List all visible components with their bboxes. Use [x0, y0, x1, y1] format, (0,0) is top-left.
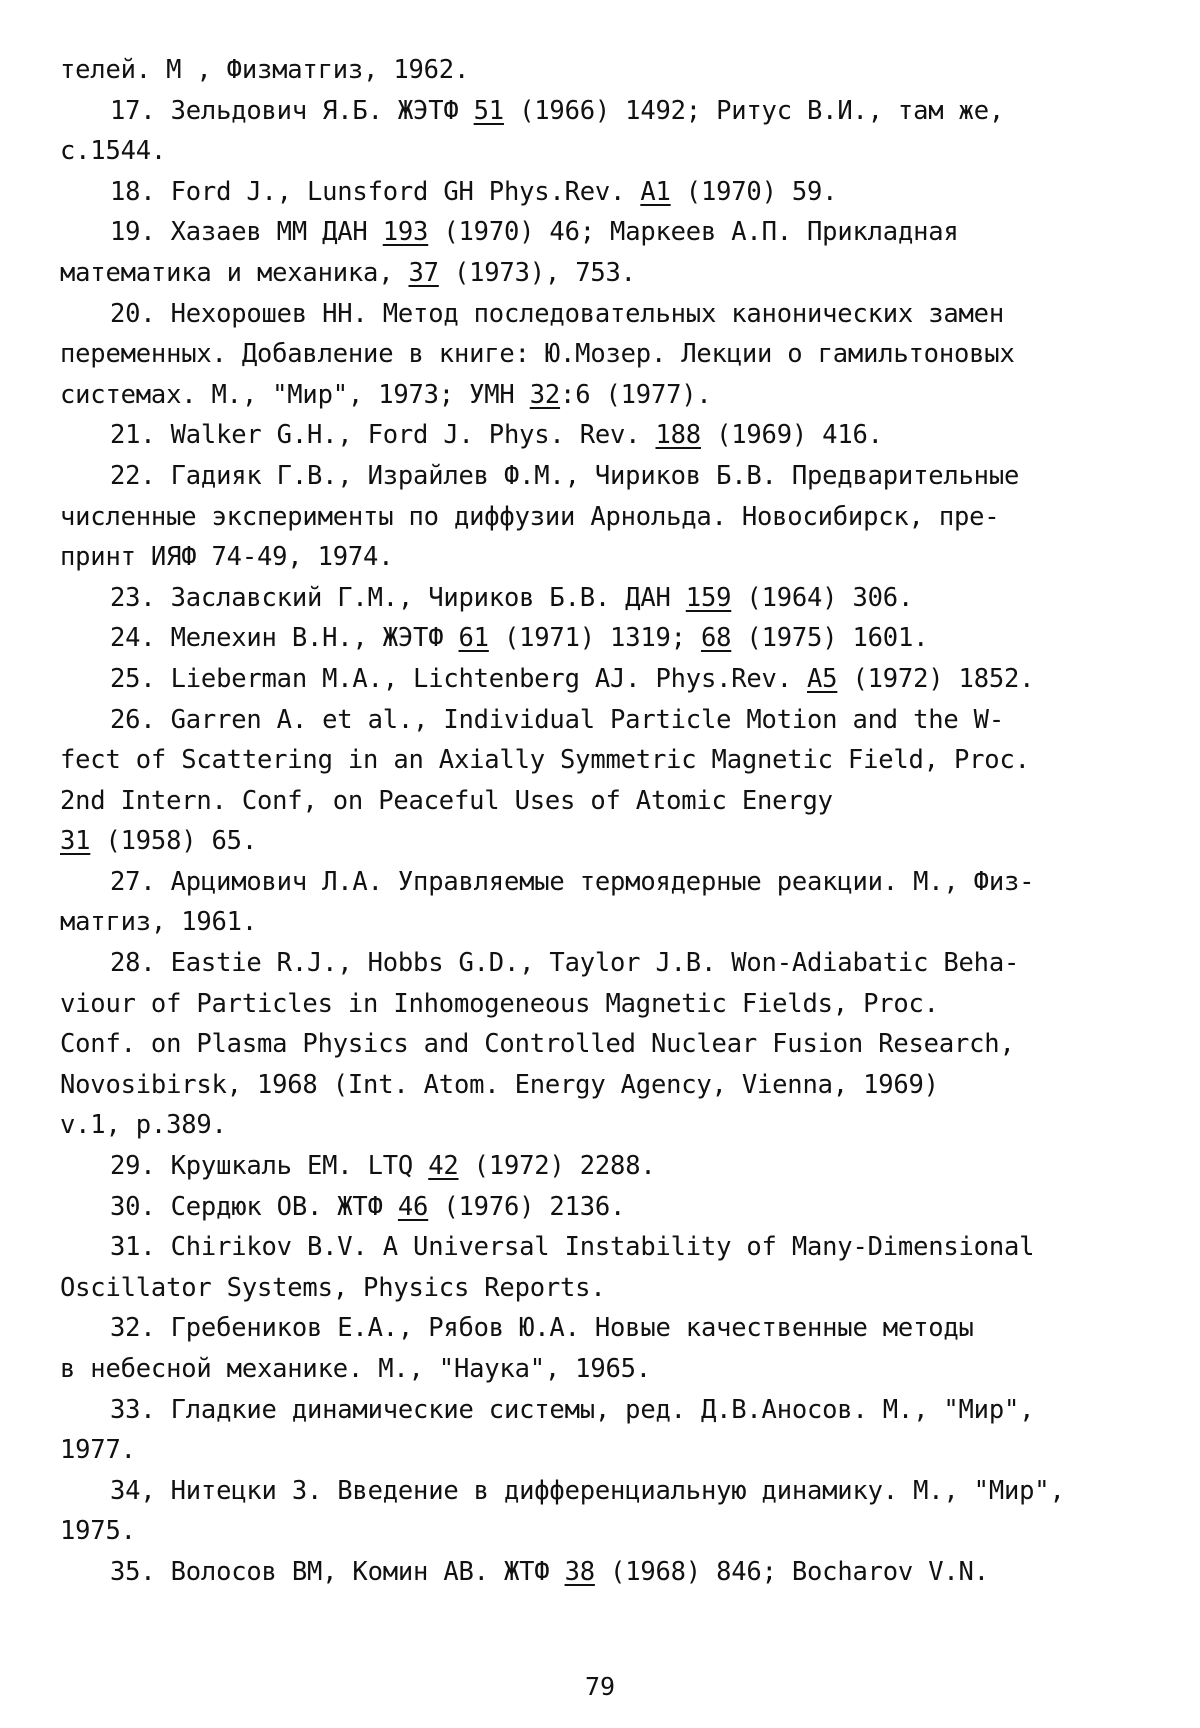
- text-line: [60, 537, 1160, 578]
- text-line: [60, 1105, 1160, 1146]
- volume-number: 31: [60, 826, 91, 857]
- text-line: [60, 497, 1160, 538]
- text-line: [60, 740, 1160, 781]
- volume-number: A1: [640, 176, 671, 207]
- volume-number: 188: [655, 420, 701, 451]
- text-line: [60, 334, 1160, 375]
- text-line: [60, 1024, 1160, 1065]
- text-segment: (1970) 46; Маркеев А.П. Прикладная: [428, 217, 959, 248]
- text-segment: (1971) 1319;: [488, 623, 701, 654]
- text-line: [60, 1227, 1160, 1268]
- text-line: [60, 91, 1160, 132]
- text-segment: Oscillator Systems, Physics Reports.: [60, 1272, 606, 1303]
- text-segment: (1958) 65.: [90, 826, 257, 857]
- text-line: [60, 984, 1160, 1025]
- text-line: [60, 821, 1160, 862]
- text-segment: 20. Нехорошев НН. Метод последовательных канонических замен: [110, 298, 1004, 329]
- text-segment: 25. Lieberman M.A., Lichtenberg AJ. Phys.Rev.: [110, 663, 808, 694]
- text-segment: переменных. Добавление в книге: Ю.Мозер. Лекции о гамильтоновых: [60, 339, 1015, 370]
- text-segment: 19. Хазаев ММ ДАН: [110, 217, 383, 248]
- text-segment: системах. М., "Мир", 1973; УМН: [60, 379, 530, 410]
- text-line: [60, 902, 1160, 943]
- text-segment: 1977.: [60, 1435, 136, 1466]
- text-segment: численные эксперименты по диффузии Арнольда. Новосибирск, пре-: [60, 501, 1000, 532]
- text-segment: 33. Гладкие динамические системы, ред. Д.В.Аносов. М., "Мир",: [110, 1394, 1035, 1425]
- text-segment: 21. Walker G.H., Ford J. Phys. Rev.: [110, 420, 656, 451]
- volume-number: 37: [408, 257, 439, 288]
- text-line: [60, 456, 1160, 497]
- text-segment: 35. Волосов ВМ, Комин АВ. ЖТФ: [110, 1556, 565, 1587]
- text-segment: 17. Зельдович Я.Б. ЖЭТФ: [110, 95, 474, 126]
- text-segment: (1972) 2288.: [458, 1151, 656, 1182]
- text-segment: математика и механика,: [60, 257, 409, 288]
- text-line: [60, 1268, 1160, 1309]
- text-segment: 34, Нитецки З. Введение в дифференциальную динамику. М., "Мир",: [110, 1475, 1065, 1506]
- text-segment: (1972) 1852.: [837, 663, 1035, 694]
- text-line: [60, 618, 1160, 659]
- text-segment: 18. Ford J., Lunsford GH Phys.Rev.: [110, 176, 641, 207]
- text-segment: viour of Particles in Inhomogeneous Magnetic Fields, Proc.: [60, 988, 939, 1019]
- reference-list: [60, 50, 1160, 1593]
- text-segment: 26. Garren A. et al., Individual Particle Motion and the W-: [110, 704, 1004, 735]
- text-line: [60, 375, 1160, 416]
- text-segment: 24. Мелехин В.Н., ЖЭТФ: [110, 623, 459, 654]
- text-segment: (1969) 416.: [700, 420, 883, 451]
- volume-number: 42: [428, 1151, 459, 1182]
- text-segment: 1975.: [60, 1516, 136, 1547]
- text-line: [60, 1065, 1160, 1106]
- text-segment: 27. Арцимович Л.А. Управляемые термоядерные реакции. М., Физ-: [110, 866, 1035, 897]
- text-segment: с.1544.: [60, 136, 167, 167]
- text-line: [60, 1552, 1160, 1593]
- text-segment: 29. Крушкаль ЕМ. LTQ: [110, 1151, 429, 1182]
- text-segment: матгиз, 1961.: [60, 907, 257, 938]
- text-line: [60, 1187, 1160, 1228]
- text-line: [60, 1349, 1160, 1390]
- text-line: [60, 50, 1160, 91]
- text-line: [60, 659, 1160, 700]
- text-line: [60, 1430, 1160, 1471]
- text-segment: (1970) 59.: [670, 176, 838, 207]
- text-segment: телей. М , Физматгиз, 1962.: [60, 55, 470, 85]
- text-segment: 30. Сердюк ОВ. ЖТФ: [110, 1191, 398, 1222]
- text-segment: fect of Scattering in an Axially Symmetric Magnetic Field, Proc.: [60, 745, 1030, 776]
- volume-number: 193: [382, 217, 429, 248]
- text-line: [60, 1146, 1160, 1187]
- text-line: [60, 862, 1160, 903]
- text-segment: (1964) 306.: [731, 582, 914, 613]
- text-line: [60, 253, 1160, 294]
- text-segment: принт ИЯФ 74-49, 1974.: [60, 542, 394, 573]
- text-line: [60, 781, 1160, 822]
- text-line: [60, 700, 1160, 741]
- text-line: [60, 415, 1160, 456]
- text-line: [60, 131, 1160, 172]
- volume-number: 61: [458, 623, 489, 654]
- text-segment: Conf. on Plasma Physics and Controlled Nuclear Fusion Research,: [60, 1029, 1015, 1060]
- text-line: [60, 943, 1160, 984]
- text-segment: v.1, p.389.: [60, 1110, 227, 1141]
- text-line: [60, 294, 1160, 335]
- text-segment: (1975) 1601.: [731, 623, 929, 654]
- volume-number: 32: [529, 379, 561, 410]
- volume-number: A5: [807, 663, 838, 694]
- text-line: [60, 172, 1160, 213]
- text-segment: 2nd Intern. Conf, on Peaceful Uses of Atomic Energy: [60, 785, 833, 816]
- volume-number: 38: [564, 1556, 595, 1587]
- text-segment: (1966) 1492; Ритус В.И., там же,: [503, 95, 1004, 126]
- text-segment: Novosibirsk, 1968 (Int. Atom. Energy Agency, Vienna, 1969): [60, 1069, 939, 1100]
- text-line: [60, 1471, 1160, 1512]
- text-segment: 28. Eastie R.J., Hobbs G.D., Taylor J.B. Won-Adiabatic Beha-: [110, 948, 1020, 979]
- text-segment: (1973), 753.: [438, 257, 636, 288]
- text-segment: 31. Chirikov B.V. A Universal Instability of Many-Dimensional: [110, 1232, 1035, 1263]
- volume-number: 46: [397, 1191, 429, 1222]
- page-number: 79: [584, 1672, 616, 1701]
- text-segment: 23. Заславский Г.М., Чириков Б.В. ДАН: [110, 582, 686, 613]
- text-segment: (1968) 846; Bocharov V.N.: [594, 1556, 989, 1587]
- volume-number: 68: [700, 623, 732, 654]
- volume-number: 159: [685, 582, 732, 613]
- text-segment: в небесной механике. М., "Наука", 1965.: [60, 1354, 651, 1384]
- text-segment: :6 (1977).: [560, 379, 712, 410]
- text-line: [60, 1308, 1160, 1349]
- text-segment: (1976) 2136.: [428, 1191, 626, 1222]
- text-line: [60, 1390, 1160, 1431]
- text-line: [60, 1511, 1160, 1552]
- text-line: [60, 578, 1160, 619]
- text-line: [60, 212, 1160, 253]
- volume-number: 51: [473, 95, 504, 126]
- text-segment: 32. Гребеников Е.А., Рябов Ю.А. Новые качественные методы: [110, 1313, 974, 1344]
- text-segment: 22. Гадияк Г.В., Израйлев Ф.М., Чириков Б.В. Предварительные: [110, 460, 1020, 491]
